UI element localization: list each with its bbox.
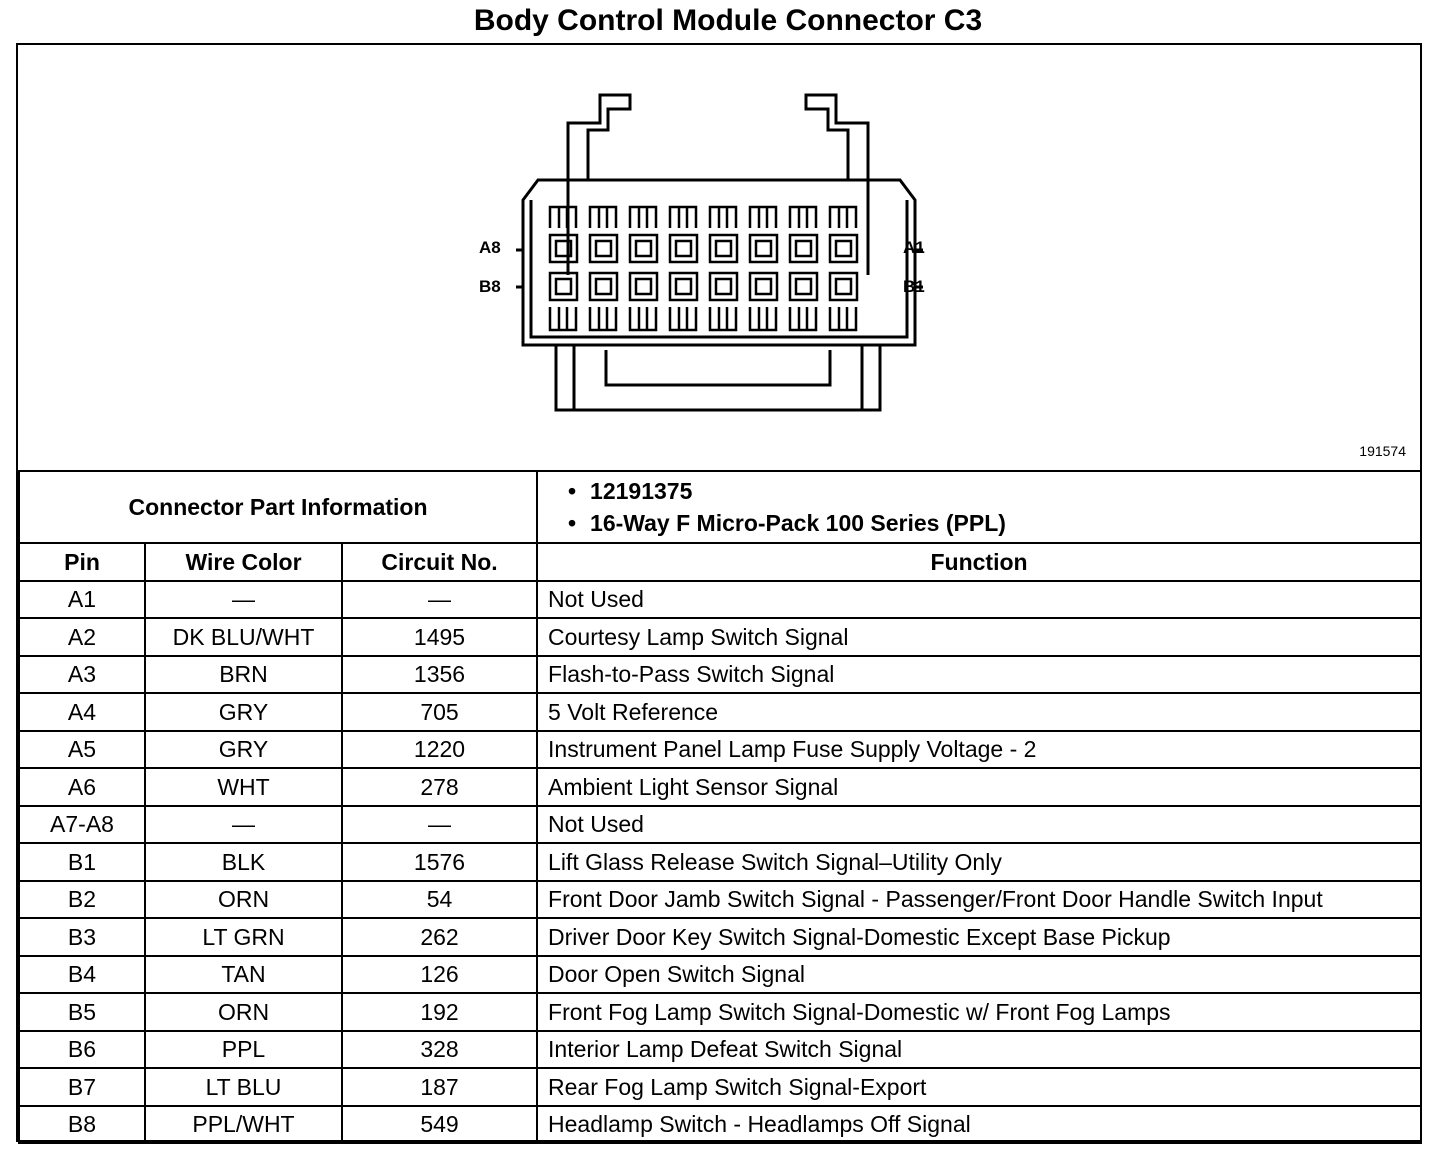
cavity-row-a	[670, 235, 697, 262]
cavity-row-b	[710, 273, 737, 300]
cavity-row-a	[750, 235, 777, 262]
wire-color-cell: GRY	[145, 731, 342, 769]
cavity-row-b	[750, 273, 777, 300]
circuit-cell: 187	[342, 1068, 537, 1106]
circuit-cell: —	[342, 581, 537, 619]
circuit-cell: 126	[342, 956, 537, 994]
circuit-cell: 1576	[342, 843, 537, 881]
pin-cell: B4	[19, 956, 145, 994]
cavity-top	[710, 207, 736, 228]
pin-cell: A5	[19, 731, 145, 769]
cavity-row-a-inner	[596, 241, 611, 256]
pin-label-b8: B8	[479, 277, 501, 296]
pin-cell: A2	[19, 618, 145, 656]
wire-color-cell: LT BLU	[145, 1068, 342, 1106]
function-cell: Not Used	[537, 581, 1421, 619]
table-row	[19, 956, 1421, 994]
wire-color-cell: —	[145, 806, 342, 844]
cavity-row-a-inner	[676, 241, 691, 256]
pin-cell: A6	[19, 768, 145, 806]
cavity-top	[830, 207, 856, 228]
cavity-bottom	[710, 307, 736, 330]
table-row	[19, 806, 1421, 844]
part-info-row	[19, 471, 1421, 543]
function-cell: Instrument Panel Lamp Fuse Supply Voltage - 2	[537, 731, 1421, 769]
function-cell: Interior Lamp Defeat Switch Signal	[537, 1031, 1421, 1069]
cavity-bottom	[790, 307, 816, 330]
cavity-top	[670, 207, 696, 228]
pin-cell: B8	[19, 1106, 145, 1144]
table-row	[19, 918, 1421, 956]
pin-label-b1: B1	[903, 277, 925, 296]
wire-color-cell: PPL/WHT	[145, 1106, 342, 1144]
cavity-row-a	[550, 235, 577, 262]
function-cell: Flash-to-Pass Switch Signal	[537, 656, 1421, 694]
function-cell: Lift Glass Release Switch Signal–Utility Only	[537, 843, 1421, 881]
drawing-id: 191574	[1359, 443, 1406, 459]
cavity-row-a	[630, 235, 657, 262]
connector-diagram	[18, 45, 1420, 470]
cavity-bottom	[630, 307, 656, 330]
circuit-cell: 192	[342, 993, 537, 1031]
function-cell: Ambient Light Sensor Signal	[537, 768, 1421, 806]
pin-cell: A3	[19, 656, 145, 694]
cavity-row-b-inner	[756, 279, 771, 294]
wire-color-cell: ORN	[145, 993, 342, 1031]
wire-color-cell: ORN	[145, 881, 342, 919]
pin-cell: A7-A8	[19, 806, 145, 844]
cavity-row-b-inner	[676, 279, 691, 294]
cavity-row-a-inner	[836, 241, 851, 256]
cavity-row-b	[670, 273, 697, 300]
circuit-cell: 1220	[342, 731, 537, 769]
cavity-row-a-inner	[756, 241, 771, 256]
cavity-top	[750, 207, 776, 228]
cavity-row-a	[830, 235, 857, 262]
pin-cell: B3	[19, 918, 145, 956]
pin-cell: A1	[19, 581, 145, 619]
table-row	[19, 656, 1421, 694]
circuit-cell: 705	[342, 693, 537, 731]
part-series: • 16-Way F Micro-Pack 100 Series (PPL)	[568, 510, 1006, 536]
pin-label-a8: A8	[479, 238, 501, 257]
cavity-row-b	[830, 273, 857, 300]
table-row	[19, 1031, 1421, 1069]
cavity-row-b	[630, 273, 657, 300]
cavity-row-a	[790, 235, 817, 262]
part-info-list	[537, 471, 1421, 543]
circuit-cell: 1356	[342, 656, 537, 694]
wire-color-cell: —	[145, 581, 342, 619]
table-row	[19, 881, 1421, 919]
cavity-row-b-inner	[556, 279, 571, 294]
connector-face-drawing	[18, 45, 1420, 470]
part-info-label: Connector Part Information	[19, 471, 537, 543]
circuit-cell: 549	[342, 1106, 537, 1144]
table-row	[19, 993, 1421, 1031]
cavity-bottom	[750, 307, 776, 330]
pin-cell: B1	[19, 843, 145, 881]
table-row	[19, 618, 1421, 656]
table-row	[19, 843, 1421, 881]
cavity-top	[590, 207, 616, 228]
cavity-bottom	[590, 307, 616, 330]
circuit-cell: 262	[342, 918, 537, 956]
cavity-row-a-inner	[716, 241, 731, 256]
pin-cell: B2	[19, 881, 145, 919]
function-cell: Courtesy Lamp Switch Signal	[537, 618, 1421, 656]
pin-label-a1: A1	[903, 238, 925, 257]
pin-cell: A4	[19, 693, 145, 731]
header-wire-color: Wire Color	[145, 543, 342, 581]
cavity-row-a	[590, 235, 617, 262]
pin-cell: B7	[19, 1068, 145, 1106]
cavity-top	[630, 207, 656, 228]
function-cell: Driver Door Key Switch Signal-Domestic Except Base Pickup	[537, 918, 1421, 956]
wire-color-cell: DK BLU/WHT	[145, 618, 342, 656]
part-number: • 12191375	[568, 478, 693, 504]
cavity-row-b-inner	[836, 279, 851, 294]
table-row	[19, 768, 1421, 806]
cavity-row-b	[590, 273, 617, 300]
table-row	[19, 1068, 1421, 1106]
cavity-bottom	[670, 307, 696, 330]
circuit-cell: 1495	[342, 618, 537, 656]
cavity-row-a-inner	[796, 241, 811, 256]
wire-color-cell: PPL	[145, 1031, 342, 1069]
wire-color-cell: LT GRN	[145, 918, 342, 956]
cavity-row-b-inner	[796, 279, 811, 294]
wire-color-cell: WHT	[145, 768, 342, 806]
circuit-cell: —	[342, 806, 537, 844]
wire-color-cell: GRY	[145, 693, 342, 731]
cavity-row-b-inner	[636, 279, 651, 294]
function-cell: Headlamp Switch - Headlamps Off Signal	[537, 1106, 1421, 1144]
table-row	[19, 693, 1421, 731]
cavity-row-a	[710, 235, 737, 262]
cavity-row-b	[550, 273, 577, 300]
pinout-table	[18, 470, 1422, 1144]
header-pin: Pin	[19, 543, 145, 581]
function-cell: Door Open Switch Signal	[537, 956, 1421, 994]
circuit-cell: 54	[342, 881, 537, 919]
cavity-bottom	[830, 307, 856, 330]
cavity-bottom	[550, 307, 576, 330]
function-cell: Rear Fog Lamp Switch Signal-Export	[537, 1068, 1421, 1106]
table-header	[19, 543, 1421, 581]
header-circuit: Circuit No.	[342, 543, 537, 581]
circuit-cell: 328	[342, 1031, 537, 1069]
table-row	[19, 1106, 1421, 1144]
function-cell: 5 Volt Reference	[537, 693, 1421, 731]
cavity-row-a-inner	[636, 241, 651, 256]
cavity-top	[550, 207, 576, 228]
table-row	[19, 581, 1421, 619]
table-row	[19, 731, 1421, 769]
pin-cell: B5	[19, 993, 145, 1031]
function-cell: Front Door Jamb Switch Signal - Passenger/Front Door Handle Switch Input	[537, 881, 1421, 919]
cavity-row-b	[790, 273, 817, 300]
wire-color-cell: TAN	[145, 956, 342, 994]
wire-color-cell: BLK	[145, 843, 342, 881]
pin-cell: B6	[19, 1031, 145, 1069]
header-function: Function	[537, 543, 1421, 581]
function-cell: Not Used	[537, 806, 1421, 844]
cavity-top	[790, 207, 816, 228]
wire-color-cell: BRN	[145, 656, 342, 694]
cavity-row-b-inner	[596, 279, 611, 294]
page-title: Body Control Module Connector C3	[473, 4, 983, 37]
circuit-cell: 278	[342, 768, 537, 806]
cavity-row-b-inner	[716, 279, 731, 294]
connector-sheet	[16, 43, 1422, 1142]
function-cell: Front Fog Lamp Switch Signal-Domestic w/ Front Fog Lamps	[537, 993, 1421, 1031]
